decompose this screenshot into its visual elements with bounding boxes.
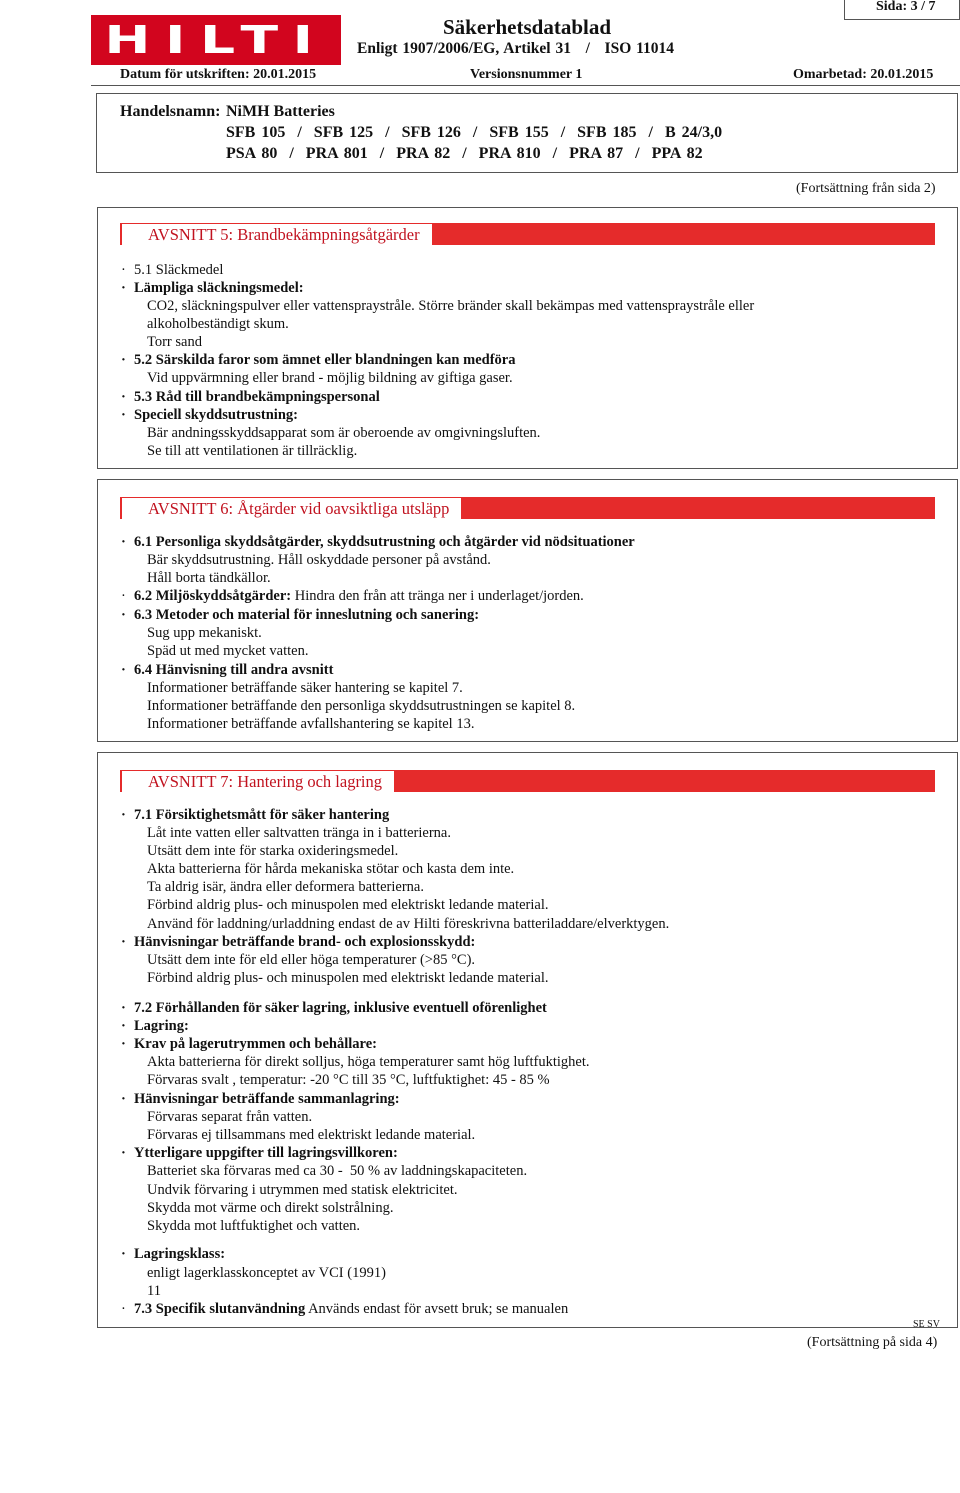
product-codes-line-2: PSA 80 / PRA 801 / PRA 82 / PRA 810 / PRA 87 / PPA 82 <box>226 145 703 162</box>
continued-from: (Fortsättning från sida 2) <box>796 181 936 196</box>
trade-name-label: Handelsnamn: <box>120 103 221 120</box>
trade-name: NiMH Batteries <box>226 103 335 120</box>
s7-line: Låt inte vatten eller saltvatten tränga in i batterierna. <box>147 825 451 841</box>
section-5 <box>97 207 958 469</box>
s7-line-text: Används endast för avsett bruk; se manualen <box>308 1301 569 1317</box>
s5-line: Vid uppvärmning eller brand - möjlig bildning av giftiga gaser. <box>147 370 513 386</box>
s5-line: Se till att ventilationen är tillräcklig. <box>147 443 358 459</box>
s7-line: Undvik förvaring i utrymmen med statisk elektricitet. <box>147 1182 458 1198</box>
section-5-header <box>120 223 935 245</box>
s7-line: · 7.2 Förhållanden för säker lagring, inklusive eventuell oförenlighet <box>134 999 547 1017</box>
s7-line: Utsätt dem inte för eld eller höga temperaturer (>85 °C). <box>147 952 476 968</box>
page-number: Sida: 3 / 7 <box>876 0 936 14</box>
s6-line: Informationer beträffande den personliga skyddsutrustningen se kapitel 8. <box>147 698 576 714</box>
s5-line: · 5.3 Råd till brandbekämpningspersonal <box>134 388 380 406</box>
s5-line: · 5.2 Särskilda faror som ämnet eller blandningen kan medföra <box>134 351 515 369</box>
s7-line: Ta aldrig isär, ändra eller deformera batterierna. <box>147 879 424 895</box>
s5-line: alkoholbeständigt skum. <box>147 316 289 332</box>
document-title: Säkerhetsdatablad <box>443 15 612 39</box>
s5-line: Bär andningsskyddsapparat som är oberoende av omgivningsluften. <box>147 425 541 441</box>
s6-line: · 6.1 Personliga skyddsåtgärder, skyddsutrustning och åtgärder vid nödsituationer <box>134 533 635 551</box>
s5-line: CO2, släckningspulver eller vattenspraystråle. Större bränder skall bekämpas med vattenspraystråle eller <box>147 298 755 314</box>
header-divider <box>91 85 960 86</box>
revision-date: Omarbetad: 20.01.2015 <box>793 67 934 82</box>
s6-line: · 6.3 Metoder och material för inneslutning och sanering: <box>134 606 479 624</box>
section-7 <box>97 752 958 1328</box>
s7-line: · Krav på lagerutrymmen och behållare: <box>134 1035 377 1053</box>
s7-line-label: 7.3 Specifik slutanvändning <box>134 1301 306 1317</box>
s7-line: · Ytterligare uppgifter till lagringsvillkoren: <box>134 1144 398 1162</box>
section-5-title: AVSNITT 5: Brandbekämpningsåtgärder <box>120 224 432 245</box>
section-6-title: AVSNITT 6: Åtgärder vid oavsiktliga utsläpp <box>120 498 461 519</box>
logo-text: HILTI <box>104 18 328 62</box>
product-codes-line-1: SFB 105 / SFB 125 / SFB 126 / SFB 155 / SFB 185 / B 24/3,0 <box>226 124 723 141</box>
s6-line: Sug upp mekaniskt. <box>147 625 262 641</box>
s6-line: Bär skyddsutrustning. Håll oskyddade personer på avstånd. <box>147 552 491 568</box>
s7-line: · Lagringsklass: <box>134 1245 225 1263</box>
language-code: SE SV <box>913 1319 940 1330</box>
s7-line: · Lagring: <box>134 1017 189 1035</box>
s7-line: Akta batterierna för direkt solljus, höga temperaturer samt hög luftfuktighet. <box>147 1054 590 1070</box>
s7-line: Förbind aldrig plus- och minuspolen med elektriskt ledande material. <box>147 897 549 913</box>
hilti-logo <box>91 15 341 65</box>
s6-line: Späd ut med mycket vatten. <box>147 643 309 659</box>
section-6-header <box>120 497 935 519</box>
section-7-title: AVSNITT 7: Hantering och lagring <box>120 771 394 792</box>
s6-line-label: 6.2 Miljöskyddsåtgärder: <box>134 588 292 604</box>
s7-line: Akta batterierna för hårda mekaniska stötar och kasta dem inte. <box>147 861 515 877</box>
s7-line: Förvaras ej tillsammans med elektriskt ledande material. <box>147 1127 476 1143</box>
s7-line: enligt lagerklasskonceptet av VCI (1991) <box>147 1265 386 1281</box>
regulation-reference: Enligt 1907/2006/EG, Artikel 31 / ISO 11014 <box>357 40 675 57</box>
s7-line: Använd för laddning/urladdning endast de av Hilti föreskrivna batteriladdare/elverktygen. <box>147 916 670 932</box>
s6-line: Håll borta tändkällor. <box>147 570 271 586</box>
section-7-header <box>120 770 935 792</box>
s5-line: · Lämpliga släckningsmedel: <box>134 279 304 297</box>
s6-line: · 6.4 Hänvisning till andra avsnitt <box>134 661 333 679</box>
s6-line <box>134 587 584 605</box>
s7-line: Utsätt dem inte för starka oxideringsmedel. <box>147 843 399 859</box>
s7-line: Skydda mot värme och direkt solstrålning. <box>147 1200 394 1216</box>
s6-line-text: Hindra den från att tränga ner i underlaget/jorden. <box>294 588 584 604</box>
s7-line <box>134 1300 568 1318</box>
s7-line: Förvaras svalt , temperatur: -20 °C till 35 °C, luftfuktighet: 45 - 85 % <box>147 1072 550 1088</box>
s6-line: Informationer beträffande säker hantering se kapitel 7. <box>147 680 463 696</box>
section-6 <box>97 479 958 742</box>
s7-line: Batteriet ska förvaras med ca 30 - 50 % av laddningskapaciteten. <box>147 1163 528 1179</box>
s5-line: · 5.1 Släckmedel <box>134 261 223 279</box>
s7-line: · Hänvisningar beträffande sammanlagring: <box>134 1090 400 1108</box>
s7-line: Skydda mot luftfuktighet och vatten. <box>147 1218 361 1234</box>
s5-line: Torr sand <box>147 334 202 350</box>
s5-line: · Speciell skyddsutrustning: <box>134 406 298 424</box>
s7-line: · Hänvisningar beträffande brand- och explosionsskydd: <box>134 933 475 951</box>
print-date: Datum för utskriften: 20.01.2015 <box>120 67 317 82</box>
continued-on: (Fortsättning på sida 4) <box>807 1335 938 1350</box>
version-number: Versionsnummer 1 <box>470 67 583 82</box>
s7-line: · 7.1 Försiktighetsmått för säker hantering <box>134 806 389 824</box>
s6-line: Informationer beträffande avfallshantering se kapitel 13. <box>147 716 475 732</box>
s7-line: Förbind aldrig plus- och minuspolen med elektriskt ledande material. <box>147 970 549 986</box>
s7-line: 11 <box>147 1283 161 1299</box>
s7-line: Förvaras separat från vatten. <box>147 1109 313 1125</box>
